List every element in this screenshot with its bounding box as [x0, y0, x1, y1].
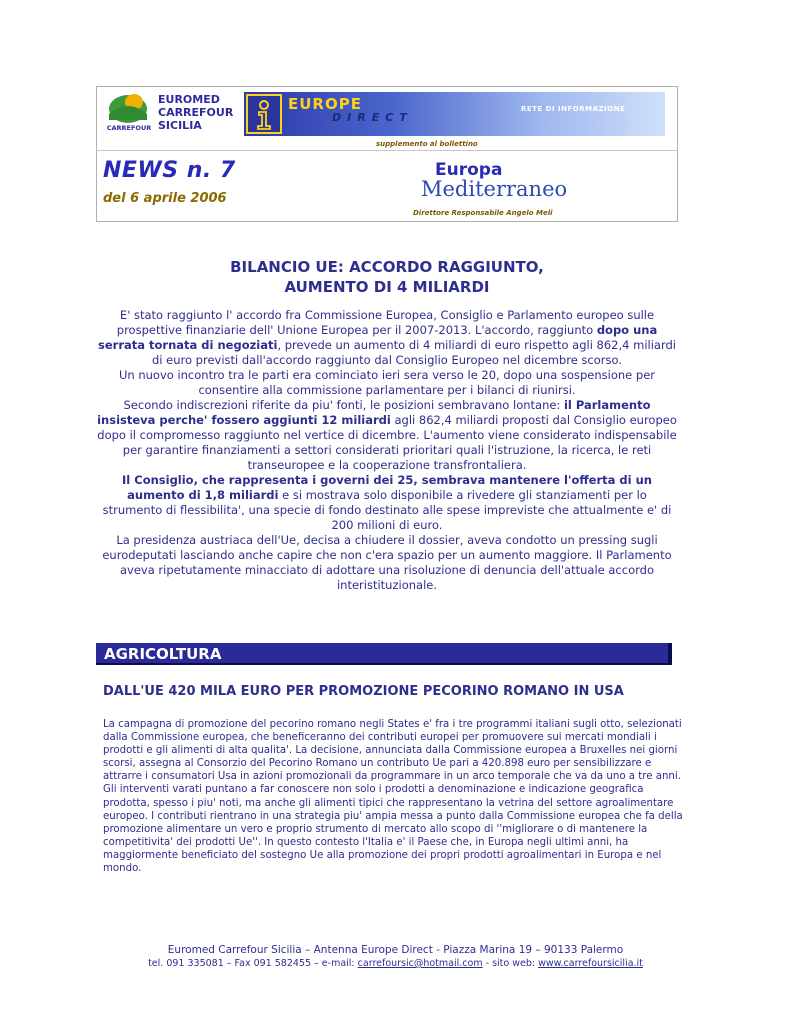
euromed-line-1: EUROMED	[158, 93, 220, 106]
website-link[interactable]: www.carrefoursicilia.it	[538, 958, 643, 969]
footer-contacts	[0, 958, 791, 969]
p3-text-bold: il Parlamento insisteva perche' fossero aggiunti 12 miliardi	[97, 398, 651, 427]
main-article-body	[96, 308, 678, 593]
logo-small-text: CARREFOUR	[106, 124, 152, 132]
section-label: AGRICOLTURA	[104, 645, 222, 663]
euromed-line-3: SICILIA	[158, 119, 202, 132]
footer-phone-fax: tel. 091 335081 – Fax 091 582455 – e-mail:	[148, 958, 358, 969]
p1-text-a: E' stato raggiunto l' accordo fra Commissione Europea, Consiglio e Parlamento europeo sulle prospettive finanziarie dell' Unione Europea per il 2007-2013. L'accordo, raggiunto	[116, 308, 655, 337]
paragraph-1	[96, 308, 678, 368]
mediterraneo-logo-text: Mediterraneo	[421, 177, 568, 201]
europa-logo-text: Europa	[435, 160, 503, 180]
supplemento-label: supplemento al bollettino	[376, 140, 478, 148]
banner-rete: RETE DI INFORMAZIONE	[521, 105, 626, 113]
europe-direct-banner	[244, 92, 665, 136]
euromed-name	[158, 93, 248, 132]
p1-text-c: , prevede un aumento di 4 miliardi di euro rispetto agli 862,4 miliardi di euro previsti dall'accordo raggiunto dal Consiglio Europeo nel dicembre scorso.	[151, 338, 676, 367]
paragraph-3	[96, 398, 678, 473]
banner-europe: EUROPE	[288, 95, 362, 113]
euromed-logo	[103, 90, 155, 138]
main-headline-line-1: BILANCIO UE: ACCORDO RAGGIUNTO,	[230, 258, 544, 276]
euromed-line-2: CARREFOUR	[158, 106, 234, 119]
news-date: del 6 aprile 2006	[103, 191, 227, 206]
banner-direct: DIRECT	[332, 111, 413, 124]
info-icon	[246, 94, 282, 134]
paragraph-5: La presidenza austriaca dell'Ue, decisa a chiudere il dossier, aveva condotto un pressing sugli eurodeputati lasciando anche capire che non c'era spazio per un aumento maggiore. Il Parlamento aveva ripetutamente minacciato di adottare una risoluzione di denuncia dell'attuale accordo interistituzionale.	[102, 533, 672, 592]
footer-address: Euromed Carrefour Sicilia – Antenna Europe Direct - Piazza Marina 19 – 90133 Palermo	[167, 944, 624, 956]
email-link[interactable]: carrefoursic@hotmail.com	[357, 958, 483, 969]
paragraph-2: Un nuovo incontro tra le parti era cominciato ieri sera verso le 20, dopo una sospensione per consentire alla commissione parlamentare per i bilanci di riunirsi.	[118, 368, 656, 397]
p3-text-c: agli 862,4 miliardi proposti dal Consiglio europeo dopo il compromesso raggiunto nel vertice di dicembre. L'aumento viene considerato indispensabile per garantire finanziamenti a settori considerati prioritari quali l'istruzione, la ricerca, le reti transeuropee e la cooperazione transfrontaliera.	[97, 413, 677, 472]
direttore-label: Direttore Responsabile Angelo Meli	[413, 209, 553, 217]
p1-text-bold: dopo una serrata tornata di negoziati	[98, 323, 658, 352]
news-title: NEWS n. 7	[103, 158, 236, 183]
section-body: La campagna di promozione del pecorino romano negli States e' fra i tre programmi italiani sugli otto, selezionati dalla Commissione europea, che beneficeranno dei contributi europei per promuovere sui mercati mondiali i prodotti e gli alimenti di alta qualita'. La decisione, annunciata dalla Commissione europea a Bruxelles nei giorni scorsi, assegna al Consorzio del Pecorino Romano un contributo Ue pari a 420.898 euro per sensibilizzare e attrarre i consumatori Usa in azioni promozionali da programmare in un arco temporale che va da uno a tre anni. Gli interventi varati puntano a far conoscere non solo i prodotti a denominazione e indicazione geografica prodotta, spesso i piu' noti, ma anche gli alimenti tipici che rappresentano la vetrina del settore agroalimentare europeo. I contributi rientrano in una strategia piu' ampia messa a punto dalla Commissione europea che fa della promozione alimentare un vero e proprio strumento di mercato allo scopo di ''migliorare o di mantenere la competitivita' dei prodotti Ue''. In questo contesto l'Italia e' il Paese che, in Europa negli ultimi anni, ha maggiormente beneficiato del sostegno Ue alla promozione dei propri prodotti agroalimentari in Europa e nel mondo.	[103, 719, 683, 875]
header-divider	[96, 150, 678, 151]
main-headline-line-2: AUMENTO DI 4 MILIARDI	[284, 278, 490, 296]
section-headline: DALL'UE 420 MILA EURO PER PROMOZIONE PECORINO ROMANO IN USA	[103, 684, 624, 699]
footer-site-label: - sito web:	[482, 958, 539, 969]
main-headline	[96, 257, 678, 297]
p4-text-bold: Il Consiglio, che rappresenta i governi dei 25, sembrava mantenere l'offerta di un aumento di 1,8 miliardi	[122, 473, 652, 502]
p3-text-a: Secondo indiscrezioni riferite da piu' fonti, le posizioni sembravano lontane:	[123, 398, 564, 412]
paragraph-4	[96, 473, 678, 533]
p4-text-b: e si mostrava solo disponibile a rivedere gli stanziamenti per lo strumento di flessibilita', una specie di fondo destinato alle spese impreviste che attualmente e' di 200 milioni di euro.	[102, 488, 672, 532]
